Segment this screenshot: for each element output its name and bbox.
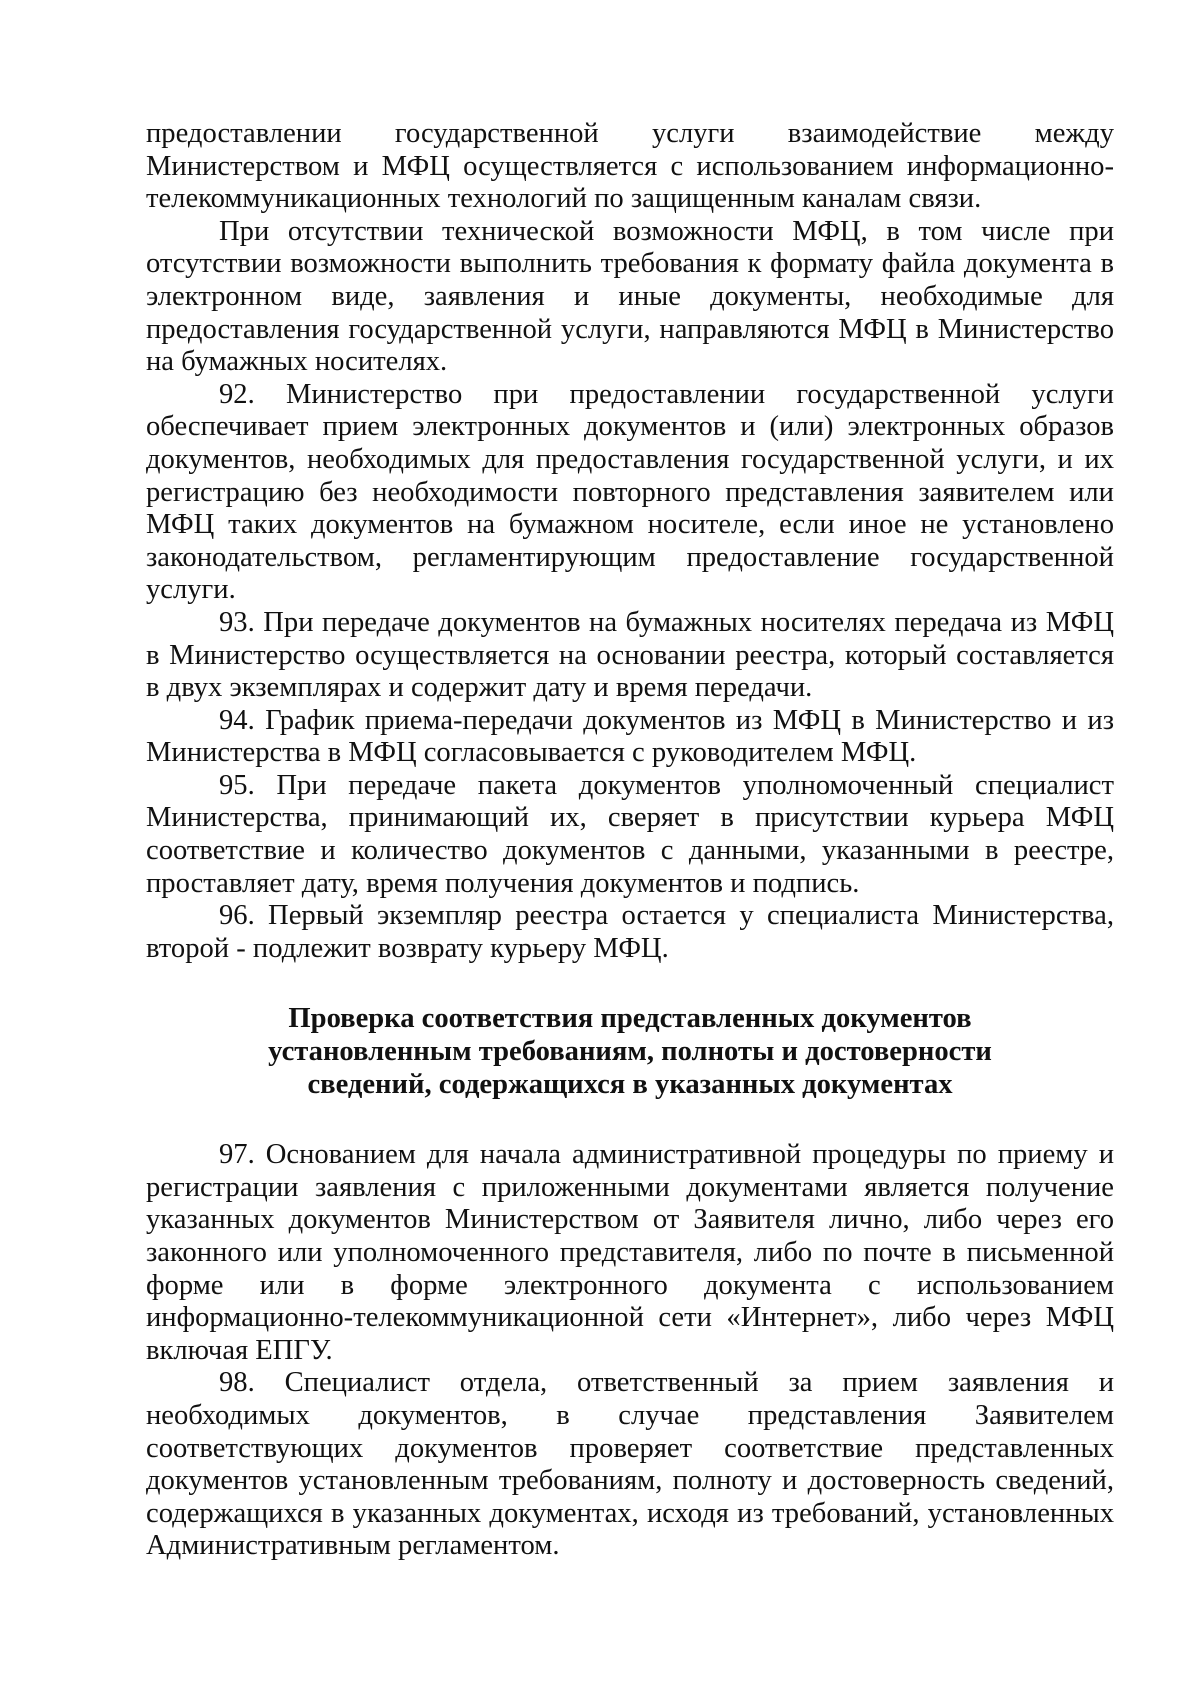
paragraph-93: 93. При передаче документов на бумажных носителях передача из МФЦ в Министерство осуществляется на основании реестра, который составляется в двух экземплярах и содержит дату и время передачи. <box>146 606 1114 704</box>
paragraph-no-technical-possibility: При отсутствии технической возможности МФЦ, в том числе при отсутствии возможности выполнить требования к формату файла документа в электронном виде, заявления и иные документы, необходимые для предоставления государственной услуги, направляются МФЦ в Министерство на бумажных носителях. <box>146 215 1114 378</box>
paragraph-94: 94. График приема-передачи документов из МФЦ в Министерство и из Министерства в МФЦ согласовывается с руководителем МФЦ. <box>146 704 1114 769</box>
section-heading <box>146 1003 1114 1101</box>
paragraph-97: 97. Основанием для начала административной процедуры по приему и регистрации заявления с приложенными документами является получение указанных документов Министерством от Заявителя лично, либо через его законного или уполномоченного представителя, либо по почте в письменной форме или в форме электронного документа с использованием информационно-телекоммуникационной сети «Интернет», либо через МФЦ включая ЕПГУ. <box>146 1139 1114 1366</box>
paragraph-98: 98. Специалист отдела, ответственный за прием заявления и необходимых документов, в случае представления Заявителем соответствующих документов проверяет соответствие представленных документов установленным требованиям, полноту и достоверность сведений, содержащихся в указанных документах, исходя из требований, установленных Административным регламентом. <box>146 1367 1114 1562</box>
paragraph-96: 96. Первый экземпляр реестра остается у специалиста Министерства, второй - подлежит возврату курьеру МФЦ. <box>146 900 1114 964</box>
paragraph-continuation: предоставлении государственной услуги взаимодействие между Министерством и МФЦ осуществляется с использованием информационно-телекоммуникационных технологий по защищенным каналам связи. <box>146 118 1114 215</box>
paragraph-95: 95. При передаче пакета документов уполномоченный специалист Министерства, принимающий их, сверяет в присутствии курьера МФЦ соответствие и количество документов с данными, указанными в реестре, проставляет дату, время получения документов и подпись. <box>146 769 1114 899</box>
paragraph-92: 92. Министерство при предоставлении государственной услуги обеспечивает прием электронных документов и (или) электронных образов документов, необходимых для предоставления государственной услуги, и их регистрацию без необходимости повторного представления заявителем или МФЦ таких документов на бумажном носителе, если иное не установлено законодательством, регламентирующим предоставление государственной услуги. <box>146 378 1114 606</box>
section-heading-line: Проверка соответствия представленных документов <box>288 1003 972 1035</box>
document-page <box>146 118 1114 1563</box>
section-heading-line: установленным требованиям, полноты и достоверности <box>268 1036 992 1068</box>
section-heading-line: сведений, содержащихся в указанных документах <box>307 1068 953 1100</box>
